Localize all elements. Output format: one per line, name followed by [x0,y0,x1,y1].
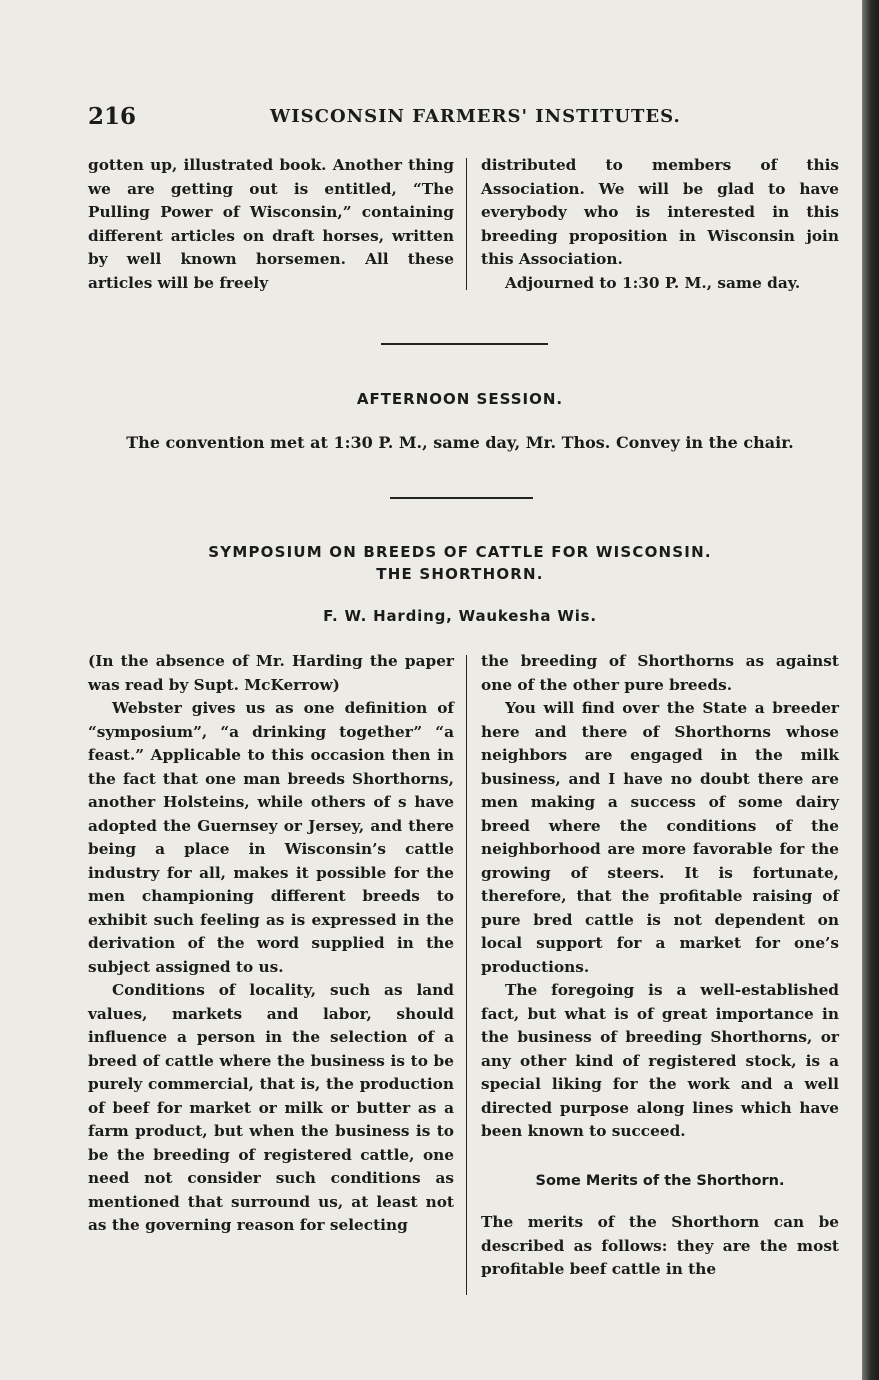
top-left-column [88,154,454,295]
merits-heading: Some Merits of the Shorthorn. [535,1172,785,1189]
top-right-paragraph: distributed to members of this Association. We will be glad to have everybody who is interested in this breeding proposition in Wisconsin join this Association. [481,156,839,268]
page-number: 216 [88,103,137,130]
section-rule [381,343,548,345]
running-title: WISCONSIN FARMERS' INSTITUTES. [270,106,681,127]
article-left-column [88,650,454,1238]
article-paragraph: Webster gives us as one definition of “symposium”, “a drinking together” “a feast.” Applicable to this occasion then in the fact that one man breeds Shorthorns, another Holsteins, while others of s have adopted the Guernsey or Jersey, and there being a place in Wisconsin’s cattle industry for all, makes it possible for the men championing different breeds to exhibit such feeling as is expressed in the derivation of the word supplied in the subject assigned to us. [88,699,454,976]
afternoon-heading: AFTERNOON SESSION. [356,390,564,408]
article-paragraph: the breeding of Shorthorns as against one of the other pure breeds. [481,652,839,694]
symposium-title: SYMPOSIUM ON BREEDS OF CATTLE FOR WISCONSIN. [208,543,712,561]
convention-text: The convention met at 1:30 P. M., same day, Mr. Thos. Convey in the chair. [126,433,794,452]
article-paragraph: (In the absence of Mr. Harding the paper was read by Supt. McKerrow) [88,652,454,694]
adjourned-line: Adjourned to 1:30 P. M., same day. [505,273,801,292]
top-right-column [481,154,839,295]
author-line: F. W. Harding, Waukesha Wis. [323,607,597,625]
article-paragraph: Conditions of locality, such as land values, markets and labor, should influence a person in the selection of a breed of cattle where the business is to be purely commercial, that is, the production of beef for market or milk or butter as a farm product, but when the business is to be the breeding of registered cattle, one need not consider such conditions as mentioned that surround us, at least not as the governing reason for selecting [88,981,454,1234]
merits-paragraph: The merits of the Shorthorn can be described as follows: they are the most profitable beef cattle in the [481,1213,839,1278]
article-paragraph: You will find over the State a breeder here and there of Shorthorns whose neighbors are engaged in the milk business, and I have no doubt there are men making a success of some dairy breed where the conditions of the neighborhood are more favorable for the growing of steers. It is fortunate, therefore, that the profitable raising of pure bred cattle is not dependent on local support for a market for one’s productions. [481,699,839,976]
article-paragraph: The foregoing is a well-established fact, but what is of great importance in the business of breeding Shorthorns, or any other kind of registered stock, is a special liking for the work and a well directed purpose along lines which have been known to succeed. [481,981,839,1140]
section-rule [390,497,533,499]
top-left-paragraph: gotten up, illustrated book. Another thing we are getting out is entitled, “The Pulling Power of Wisconsin,” containing different articles on draft horses, written by well known horsemen. All these articles will be freely [88,156,454,292]
symposium-heading [60,541,860,585]
shorthorn-title: THE SHORTHORN. [376,565,544,583]
column-divider [466,655,467,1295]
column-divider [466,158,467,290]
page-edge-shadow [862,0,879,1380]
page-header [88,103,848,133]
article-right-column [481,650,839,1282]
